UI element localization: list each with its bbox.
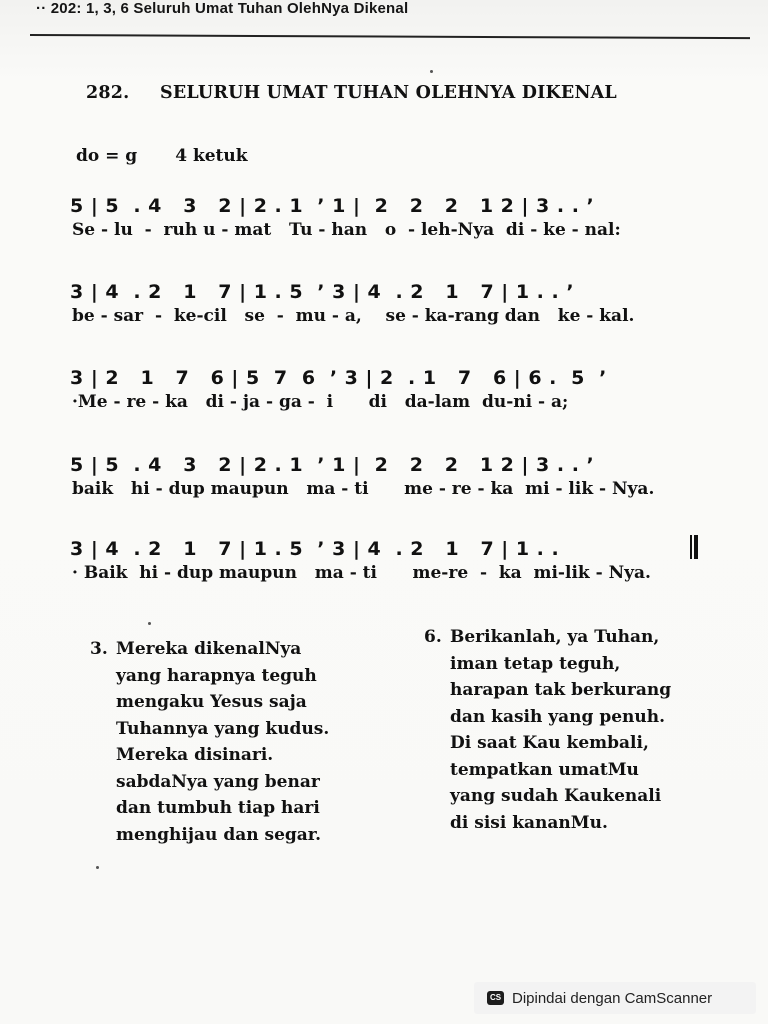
verse-line: Mereka disinari. bbox=[116, 745, 274, 765]
header-rule bbox=[30, 34, 750, 39]
lyrics-line: Se - lu - ruh u - mat Tu - han o - leh-Nya di - ke - nal: bbox=[72, 220, 621, 240]
key-signature: do = g bbox=[76, 146, 138, 166]
notes-line: 5 | 5 . 4 3 2 | 2 . 1 ’ 1 | 2 2 2 1 2 | 3 . . ’ bbox=[70, 454, 595, 476]
verse-number: 3. bbox=[90, 639, 108, 659]
notes-line: 5 | 5 . 4 3 2 | 2 . 1 ’ 1 | 2 2 2 1 2 | 3 . . ’ bbox=[70, 195, 595, 217]
notation-row-1 bbox=[70, 193, 710, 241]
verse-line: yang harapnya teguh bbox=[116, 665, 317, 686]
notes-line: 3 | 4 . 2 1 7 | 1 . 5 ’ 3 | 4 . 2 1 7 | 1 . . bbox=[70, 538, 560, 560]
meter: 4 ketuk bbox=[175, 146, 248, 166]
verse-line: yang sudah Kaukenali bbox=[450, 786, 662, 806]
verse-6 bbox=[424, 624, 672, 836]
key-signature-line bbox=[76, 146, 248, 166]
song-title: SELURUH UMAT TUHAN OLEHNYA DIKENAL bbox=[160, 83, 617, 103]
verse-line: Di saat Kau kembali, bbox=[450, 733, 649, 753]
lyrics-line: ·Me - re - ka di - ja - ga - i di da-lam du-ni - a; bbox=[72, 392, 569, 412]
verse-line: menghijau dan segar. bbox=[116, 824, 322, 845]
scan-speck bbox=[430, 70, 433, 73]
verse-line: di sisi kananMu. bbox=[450, 812, 608, 833]
verse-line: Berikanlah, ya Tuhan, bbox=[450, 627, 660, 647]
verse-line: sabdaNya yang benar bbox=[116, 771, 320, 792]
lyrics-line: be - sar - ke-cil se - mu - a, se - ka-rang dan ke - kal. bbox=[72, 306, 635, 326]
verse-number: 6. bbox=[424, 627, 442, 647]
camscanner-label: Dipindai dengan CamScanner bbox=[512, 989, 713, 1007]
verse-line: iman tetap teguh, bbox=[450, 653, 621, 674]
verse-line: harapan tak berkurang bbox=[450, 680, 672, 700]
verse-line: mengaku Yesus saja bbox=[116, 692, 307, 712]
notation-row-4 bbox=[70, 452, 710, 500]
scan-speck bbox=[96, 866, 99, 869]
song-heading bbox=[86, 83, 617, 103]
verse-line: dan tumbuh tiap hari bbox=[116, 798, 320, 818]
verse-line: Mereka dikenalNya bbox=[116, 639, 302, 659]
notation-row-3 bbox=[70, 365, 710, 413]
notes-line: 3 | 2 1 7 6 | 5 7 6 ’ 3 | 2 . 1 7 6 | 6 . 5 ’ bbox=[70, 367, 607, 389]
notes-line: 3 | 4 . 2 1 7 | 1 . 5 ’ 3 | 4 . 2 1 7 | 1 . . ’ bbox=[70, 281, 575, 303]
song-number: 282. bbox=[86, 83, 130, 103]
verse-line: dan kasih yang penuh. bbox=[450, 706, 666, 727]
scan-speck bbox=[148, 622, 151, 625]
camscanner-badge bbox=[474, 982, 756, 1014]
lyrics-line: · Baik hi - dup maupun ma - ti me-re - ka mi-lik - Nya. bbox=[72, 563, 651, 583]
verse-3 bbox=[90, 636, 330, 848]
running-header: ·· 202: 1, 3, 6 Seluruh Umat Tuhan OlehNya Dikenal bbox=[36, 0, 409, 17]
notation-row-2 bbox=[70, 279, 710, 327]
verse-line: Tuhannya yang kudus. bbox=[116, 718, 330, 739]
camscanner-logo-icon: CS bbox=[487, 991, 504, 1005]
final-barline bbox=[690, 535, 700, 559]
verse-line: tempatkan umatMu bbox=[450, 759, 639, 780]
notation-row-5 bbox=[70, 536, 710, 584]
lyrics-line: baik hi - dup maupun ma - ti me - re - ka mi - lik - Nya. bbox=[72, 479, 655, 499]
